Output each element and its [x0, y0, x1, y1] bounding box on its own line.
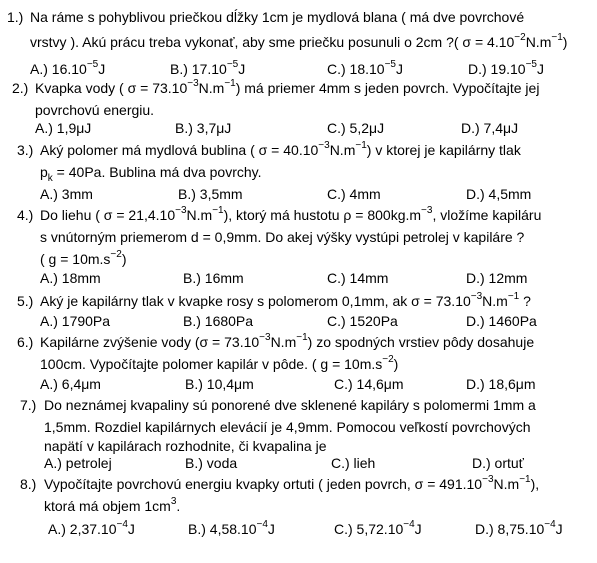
- text-run: ?: [519, 293, 531, 309]
- answer-option-a: [40, 376, 101, 393]
- text-run: Do neznámej kvapaliny sú ponorené dve sklenené kapiláry s polomermi 1mm a: [44, 397, 536, 413]
- superscript: −1: [296, 332, 308, 344]
- answer-option-d: [466, 376, 536, 393]
- answer-option-d: [466, 313, 537, 330]
- answer-option-c: [331, 455, 375, 472]
- answer-option-c: [327, 61, 403, 78]
- answer-option-d: [466, 186, 531, 203]
- text-run: A.) 3mm: [40, 186, 93, 202]
- text-run: ( g = 10m.s: [40, 251, 111, 267]
- text-run: N.m: [525, 34, 552, 50]
- text-run: A.) 2,37.10: [48, 521, 117, 537]
- answer-option-d: [472, 455, 524, 472]
- answer-option-b: [183, 270, 244, 287]
- answer-option-a: [40, 186, 93, 203]
- superscript: −1: [551, 32, 563, 44]
- text-run: 1,5mm. Rozdiel kapilárnych elevácií je 4,9mm. Pomocou veľkostí povrchových: [44, 419, 531, 435]
- question-text-line: [40, 356, 398, 373]
- answer-option-a: [48, 521, 135, 538]
- question-text-line: [44, 397, 536, 414]
- question-number: 3.): [17, 142, 34, 158]
- answer-option-b: [185, 455, 237, 472]
- text-run: s vnútorným priemerom d = 0,9mm. Do akej výšky vystúpi petrolej v kapiláre ?: [40, 229, 525, 245]
- question-number: 1.): [7, 9, 24, 25]
- text-run: C.) 14,6μm: [334, 376, 404, 392]
- text-run: N.m: [270, 334, 297, 350]
- question-text-line: [44, 498, 180, 515]
- answer-option-c: [334, 521, 422, 538]
- question-text-line: [40, 251, 127, 268]
- text-run: J: [238, 61, 246, 77]
- text-run: , vložíme kapiláru: [432, 207, 542, 223]
- question-text-line: [30, 9, 524, 26]
- text-run: J: [127, 521, 135, 537]
- answer-option-b: [185, 376, 254, 393]
- answer-option-d: [466, 270, 527, 287]
- answer-option-d: [475, 521, 563, 538]
- text-run: ): [121, 251, 127, 267]
- text-run: ): [562, 34, 568, 50]
- text-run: C.) 18.10: [327, 61, 385, 77]
- superscript: −5: [384, 59, 396, 71]
- text-run: N.m: [482, 293, 508, 309]
- text-run: C.) 14mm: [327, 270, 389, 286]
- text-run: napätí v kapilárach rozhodnite, či kvapalina je: [44, 438, 327, 454]
- answer-option-c: [334, 376, 404, 393]
- text-run: Do liehu ( σ = 21,4.10: [40, 207, 176, 223]
- text-run: J: [396, 61, 403, 77]
- superscript: −3: [318, 140, 330, 152]
- text-run: B.) 4,58.10: [188, 521, 257, 537]
- question-text-line: [40, 207, 541, 224]
- superscript: −1: [507, 291, 520, 303]
- superscript: −3: [187, 78, 199, 90]
- question-number: 6.): [17, 334, 34, 350]
- text-run: J: [414, 521, 422, 537]
- text-run: B.) 16mm: [183, 270, 244, 286]
- answer-option-b: [175, 120, 231, 137]
- text-run: A.) 1790Pa: [40, 313, 111, 329]
- text-run: D.) 8,75.10: [475, 521, 545, 537]
- text-run: D.) 19.10: [468, 61, 526, 77]
- question-text-line: [40, 229, 524, 246]
- text-run: A.) petrolej: [44, 455, 112, 471]
- superscript: −2: [514, 32, 526, 44]
- text-run: J: [267, 521, 275, 537]
- question-text-line: [44, 438, 327, 455]
- question-text-line: [35, 80, 539, 97]
- text-run: J: [98, 61, 106, 77]
- text-run: C.) 5,72.10: [334, 521, 404, 537]
- question-number: 4.): [17, 207, 34, 223]
- text-run: N.m: [329, 142, 356, 158]
- text-run: B.) 10,4μm: [185, 376, 254, 392]
- answer-option-d: [468, 61, 544, 78]
- superscript: −2: [382, 354, 394, 366]
- text-run: D.) 12mm: [466, 270, 528, 286]
- text-run: A.) 6,4μm: [40, 376, 101, 392]
- question-number: 8.): [20, 476, 37, 492]
- superscript: −4: [403, 519, 415, 531]
- text-run: B.) 17.10: [170, 61, 227, 77]
- question-number: 2.): [12, 80, 29, 96]
- text-run: D.) 4,5mm: [466, 186, 532, 202]
- text-run: Na ráme s pohyblivou priečkou dĺžky 1cm je mydlová blana ( má dve povrchové: [30, 9, 525, 25]
- text-run: ): [393, 356, 399, 372]
- text-run: C.) lieh: [331, 455, 376, 471]
- superscript: −1: [519, 474, 531, 486]
- superscript: −3: [482, 474, 494, 486]
- text-run: J: [537, 61, 544, 77]
- answer-option-b: [183, 313, 253, 330]
- superscript: −3: [259, 332, 271, 344]
- answer-option-a: [35, 120, 91, 137]
- answer-option-a: [40, 270, 101, 287]
- text-run: D.) 1460Pa: [466, 313, 537, 329]
- answer-option-c: [327, 270, 388, 287]
- question-text-line: [44, 419, 531, 436]
- text-run: vrstvy ). Akú prácu treba vykonať, aby sme priečku posunuli o 2cm ?( σ = 4.10: [30, 34, 515, 50]
- text-run: Kvapka vody ( σ = 73.10: [35, 80, 188, 96]
- text-run: p: [40, 164, 48, 180]
- text-run: 100cm. Vypočítajte polomer kapilár v pôde. ( g = 10m.s: [40, 356, 383, 372]
- answer-option-c: [327, 313, 398, 330]
- superscript: −2: [110, 249, 122, 261]
- question-text-line: [44, 476, 539, 493]
- question-text-line: [40, 142, 521, 159]
- text-run: Kapilárne zvýšenie vody (σ = 73.10: [40, 334, 260, 350]
- question-number: 5.): [17, 293, 34, 309]
- text-run: ) má priemer 4mm s jeden povrch. Vypočítajte jej: [235, 80, 540, 96]
- answer-option-a: [30, 61, 105, 78]
- superscript: −4: [116, 519, 128, 531]
- answer-option-c: [327, 186, 381, 203]
- text-run: B.) 1680Pa: [183, 313, 254, 329]
- text-run: ) zo spodných vrstiev pôdy dosahuje: [307, 334, 535, 350]
- text-run: N.m: [186, 207, 213, 223]
- superscript: −1: [224, 78, 236, 90]
- text-run: J: [555, 521, 563, 537]
- answer-option-a: [40, 313, 110, 330]
- question-text-line: [40, 164, 262, 184]
- text-run: .: [176, 498, 181, 514]
- superscript: −4: [256, 519, 268, 531]
- text-run: ktorá má objem 1cm: [44, 498, 171, 514]
- question-text-line: [35, 102, 154, 119]
- text-run: ) v ktorej je kapilárny tlak: [366, 142, 521, 158]
- answer-option-a: [44, 455, 112, 472]
- text-run: C.) 5,2μJ: [327, 120, 385, 136]
- text-run: Aký je kapilárny tlak v kvapke rosy s polomerom 0,1mm, ak σ = 73.10: [40, 293, 471, 309]
- text-run: C.) 1520Pa: [327, 313, 398, 329]
- question-text-line: [30, 34, 567, 51]
- text-run: Vypočítajte povrchovú energiu kvapky ortuti ( jeden povrch, σ = 491.10: [44, 476, 483, 492]
- text-run: D.) 18,6μm: [466, 376, 536, 392]
- question-text-line: [40, 293, 531, 310]
- superscript: −5: [226, 59, 239, 71]
- text-run: C.) 4mm: [327, 186, 381, 202]
- question-number: 7.): [20, 397, 37, 413]
- answer-option-d: [461, 120, 518, 137]
- answer-option-b: [178, 186, 243, 203]
- subscript: k: [47, 172, 53, 184]
- text-run: B.) 3,7μJ: [175, 120, 232, 136]
- text-run: N.m: [493, 476, 520, 492]
- superscript: −5: [525, 59, 537, 71]
- text-run: D.) ortuť: [472, 455, 524, 471]
- superscript: 3: [170, 496, 177, 508]
- superscript: −5: [86, 59, 99, 71]
- text-run: ),: [530, 476, 540, 492]
- text-run: D.) 7,4μJ: [461, 120, 519, 136]
- text-run: B.) voda: [185, 455, 238, 471]
- answer-option-c: [327, 120, 384, 137]
- superscript: −1: [212, 205, 224, 217]
- superscript: −4: [544, 519, 556, 531]
- superscript: −1: [355, 140, 367, 152]
- text-run: A.) 16.10: [30, 61, 87, 77]
- text-run: povrchovú energiu.: [35, 102, 155, 118]
- text-run: A.) 18mm: [40, 270, 101, 286]
- answer-option-b: [170, 61, 245, 78]
- question-text-line: [40, 334, 534, 351]
- superscript: −3: [175, 205, 187, 217]
- text-run: N.m: [198, 80, 225, 96]
- text-run: ), ktorý má hustotu ρ = 800kg.m: [223, 207, 422, 223]
- text-run: A.) 1,9μJ: [35, 120, 92, 136]
- answer-option-b: [188, 521, 275, 538]
- text-run: Aký polomer má mydlová bublina ( σ = 40.10: [40, 142, 319, 158]
- superscript: −3: [421, 205, 433, 217]
- text-run: = 40Pa. Bublina má dva povrchy.: [52, 164, 262, 180]
- text-run: B.) 3,5mm: [178, 186, 243, 202]
- superscript: −3: [470, 291, 483, 303]
